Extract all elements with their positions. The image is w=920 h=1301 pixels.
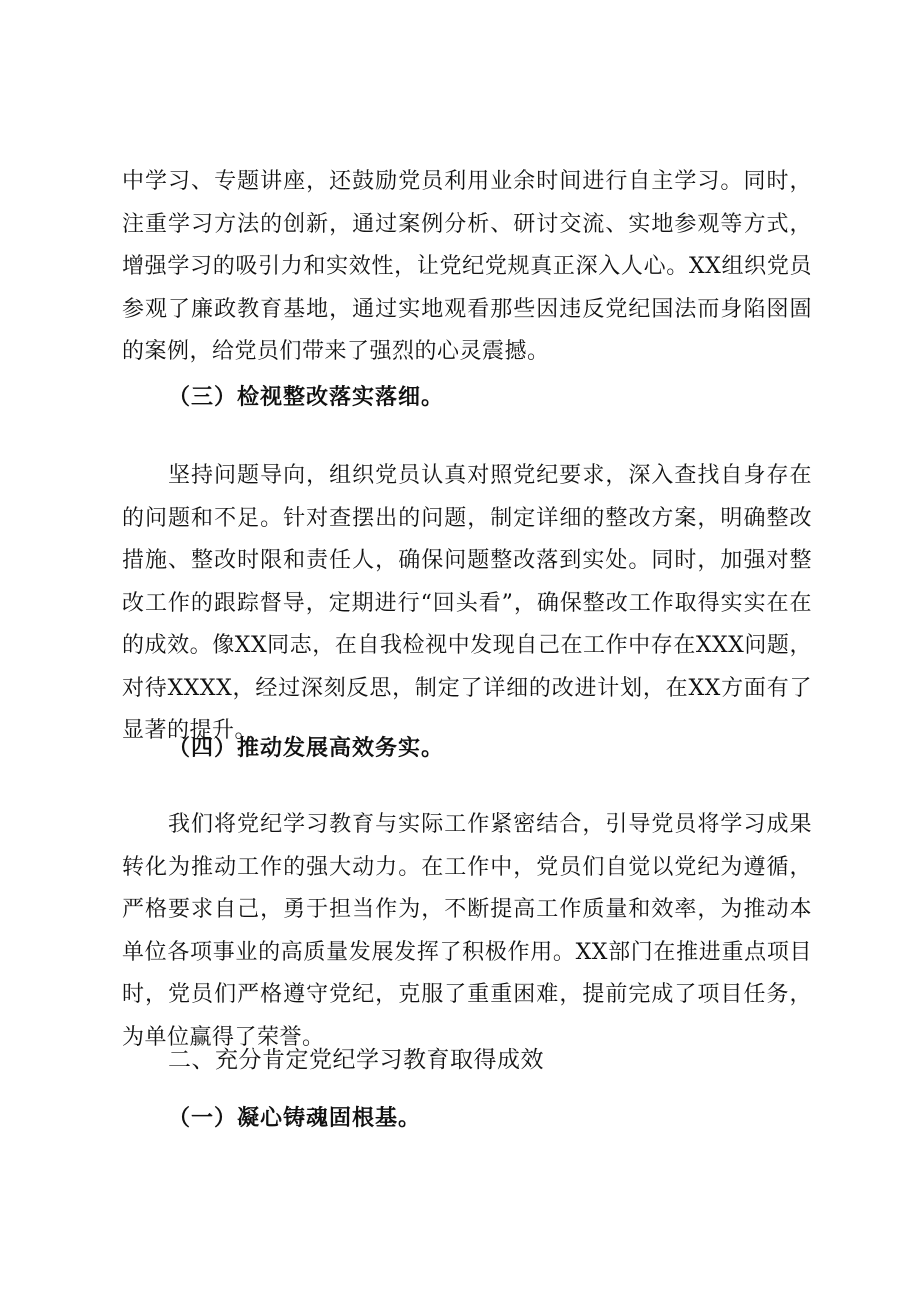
paragraph-study-methods: 中学习、专题讲座，还鼓励党员利用业余时间进行自主学习。同时，注重学习方法的创新，通过案例分析、研讨交流、实地参观等方式，增强学习的吸引力和实效性，让党纪党规真正深入人心。XX组织党员参观了廉政教育基地，通过实地观看那些因违反党纪国法而身陷囹圄的案例，给党员们带来了强烈的心灵震撼。: [122, 169, 812, 364]
section-title-achievements: 二、充分肯定党纪学习教育取得成效: [168, 1047, 544, 1073]
paragraph-rectification: 坚持问题导向，组织党员认真对照党纪要求，深入查找自身存在的问题和不足。针对查摆出的问题，制定详细的整改方案，明确整改措施、整改时限和责任人，确保问题整改落到实处。同时，加强对整改工作的跟踪督导，定期进行“回头看”，确保整改工作取得实实在在的成效。像XX同志，在自我检视中发现自己在工作中存在XXX问题，对待XXXX，经过深刻反思，制定了详细的改进计划，在XX方面有了显著的提升。: [122, 463, 812, 743]
heading-consolidate-foundation: （一）凝心铸魂固根基。: [168, 1105, 422, 1131]
heading-promote-development: （四）推动发展高效务实。: [168, 735, 445, 761]
paragraph-development: 我们将党纪学习教育与实际工作紧密结合，引导党员将学习成果转化为推动工作的强大动力。在工作中，党员们自觉以党纪为遵循，严格要求自己，勇于担当作为，不断提高工作质量和效率，为推动本单位各项事业的高质量发展发挥了积极作用。XX部门在推进重点项目时，党员们严格遵守党纪，克服了重重困难，提前完成了项目任务，为单位赢得了荣誉。: [122, 812, 812, 1050]
heading-inspection-rectification: （三）检视整改落实落细。: [168, 384, 445, 410]
